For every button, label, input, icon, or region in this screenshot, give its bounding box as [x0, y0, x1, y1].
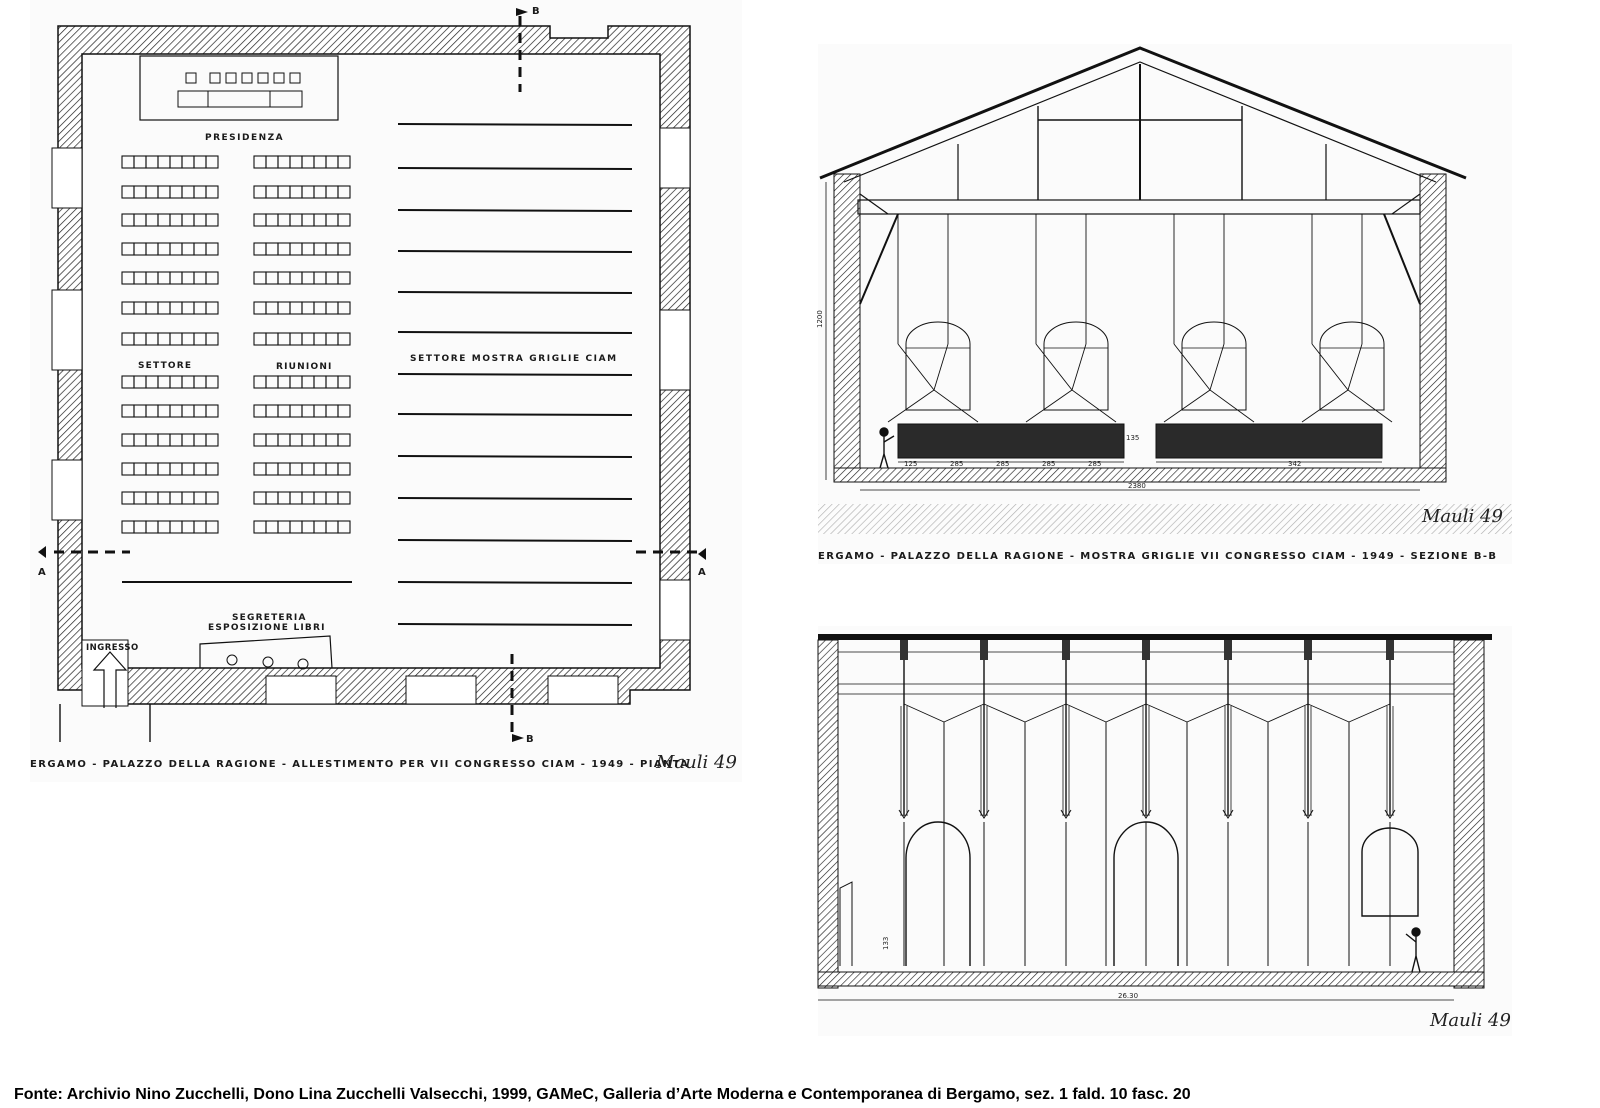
label-settore-mostra: SETTORE MOSTRA GRIGLIE CIAM	[410, 354, 618, 364]
chair-row	[254, 302, 350, 314]
chair-row	[254, 186, 350, 198]
section-bb-caption: ERGAMO - PALAZZO DELLA RAGIONE - MOSTRA GRIGLIE VII CONGRESSO CIAM - 1949 - SEZIONE B-B	[818, 551, 1498, 562]
suspended-pole	[899, 640, 909, 966]
chair-row	[122, 463, 218, 475]
section-aa-suspended-grids	[899, 640, 1395, 966]
chair-row	[122, 434, 218, 446]
grid-panel-line	[398, 540, 632, 541]
chair-row	[254, 333, 350, 345]
chair-row	[254, 214, 350, 226]
chair-row	[122, 333, 218, 345]
grid-panel-line	[398, 168, 632, 169]
zigzag-wire	[904, 704, 984, 966]
chair-row	[122, 272, 218, 284]
chair-row	[122, 492, 218, 504]
dim-segment: 285	[1042, 460, 1056, 468]
grid-panel-line	[398, 624, 632, 625]
suspended-pole	[1141, 640, 1151, 966]
chair-row	[254, 405, 350, 417]
plan-caption: ERGAMO - PALAZZO DELLA RAGIONE - ALLESTIMENTO PER VII CONGRESSO CIAM - 1949 - PIANTA	[30, 759, 690, 770]
suspended-pole	[1061, 640, 1071, 966]
dim-side-aa: 133	[882, 936, 890, 950]
bay	[1302, 214, 1392, 422]
chair-row	[254, 521, 350, 533]
chair-row	[122, 302, 218, 314]
section-bb-bays	[888, 214, 1392, 422]
suspended-pole	[1385, 640, 1395, 966]
suspended-pole	[1223, 640, 1233, 966]
grid-panel-line	[398, 210, 632, 211]
chair-row	[122, 156, 218, 168]
grid-panel-line	[398, 498, 632, 499]
section-marker-a-right: A	[698, 567, 706, 578]
grid-panel-line	[398, 456, 632, 457]
zigzag-wire	[984, 704, 1066, 966]
grid-panel-line	[398, 374, 632, 375]
section-bb-drawing	[818, 44, 1512, 564]
chair-row	[254, 156, 350, 168]
grid-panel-line	[398, 292, 632, 293]
dim-panel-height: 135	[1126, 434, 1140, 442]
zigzag-wire	[1146, 704, 1228, 966]
floor-plan-drawing	[30, 0, 742, 782]
zigzag-wire	[1228, 704, 1308, 966]
section-bb-svg	[818, 44, 1512, 564]
chair-row	[254, 272, 350, 284]
section-aa-svg	[818, 626, 1512, 1036]
grid-panels-right	[1156, 424, 1382, 458]
label-settore: SETTORE	[138, 361, 193, 371]
chair-row	[122, 214, 218, 226]
grid-panel-line	[398, 251, 632, 252]
dim-total-width-aa: 26.30	[1118, 992, 1139, 1000]
grid-panel-line	[398, 332, 632, 333]
chair-row	[254, 492, 350, 504]
chair-row	[254, 376, 350, 388]
seating-block-riunioni	[254, 156, 350, 533]
dim-segment: 285	[996, 460, 1010, 468]
chair-row	[122, 405, 218, 417]
label-ingresso: INGRESSO	[86, 643, 139, 653]
zigzag-wire	[1308, 704, 1390, 966]
zigzag-wire	[1066, 704, 1146, 966]
section-bb-signature: Mauli 49	[1422, 506, 1503, 527]
seating-block-settore	[122, 156, 218, 533]
presidency-seats	[178, 73, 302, 107]
grid-panels-left	[898, 424, 1124, 458]
floor-plan-svg	[30, 0, 742, 782]
suspended-pole	[979, 640, 989, 966]
bay	[1026, 214, 1116, 422]
human-figure	[880, 428, 894, 468]
section-marker-a-left: A	[38, 567, 46, 578]
dim-segment: 285	[1088, 460, 1102, 468]
bay	[1164, 214, 1254, 422]
chair-row	[254, 463, 350, 475]
grid-panel-line	[398, 124, 632, 125]
human-figure-aa	[1406, 928, 1420, 972]
exhibition-grid-panels	[398, 124, 632, 625]
label-segreteria: SEGRETERIA	[232, 613, 307, 623]
label-presidenza: PRESIDENZA	[205, 133, 285, 143]
chair-row	[122, 376, 218, 388]
grid-panel-line	[398, 582, 632, 583]
source-caption: Fonte: Archivio Nino Zucchelli, Dono Lina Zucchelli Valsecchi, 1999, GAMeC, Galleria d’Arte Moderna e Contemporanea di Bergamo, sez. 1 fald. 10 fasc. 20	[14, 1086, 1191, 1103]
section-aa-drawing	[818, 626, 1512, 1036]
suspended-pole	[1303, 640, 1313, 966]
section-marker-b-bottom: B	[526, 734, 534, 745]
grid-panel-line	[398, 414, 632, 415]
dim-right: 342	[1288, 460, 1302, 468]
section-aa-signature: Mauli 49	[1430, 1010, 1511, 1031]
chair-row	[122, 521, 218, 533]
dim-height: 1200	[816, 310, 824, 328]
plan-signature: Mauli 49	[656, 752, 737, 773]
chair-row	[254, 243, 350, 255]
bay	[888, 214, 978, 422]
dim-segment: 285	[950, 460, 964, 468]
chair-row	[122, 243, 218, 255]
dim-total-width: 2380	[1128, 482, 1146, 490]
label-esposizione-libri: ESPOSIZIONE LIBRI	[208, 623, 326, 633]
section-marker-b-top: B	[532, 6, 540, 17]
dim-segment: 125	[904, 460, 918, 468]
chair-row	[122, 186, 218, 198]
chair-row	[254, 434, 350, 446]
label-riunioni: RIUNIONI	[276, 362, 333, 372]
